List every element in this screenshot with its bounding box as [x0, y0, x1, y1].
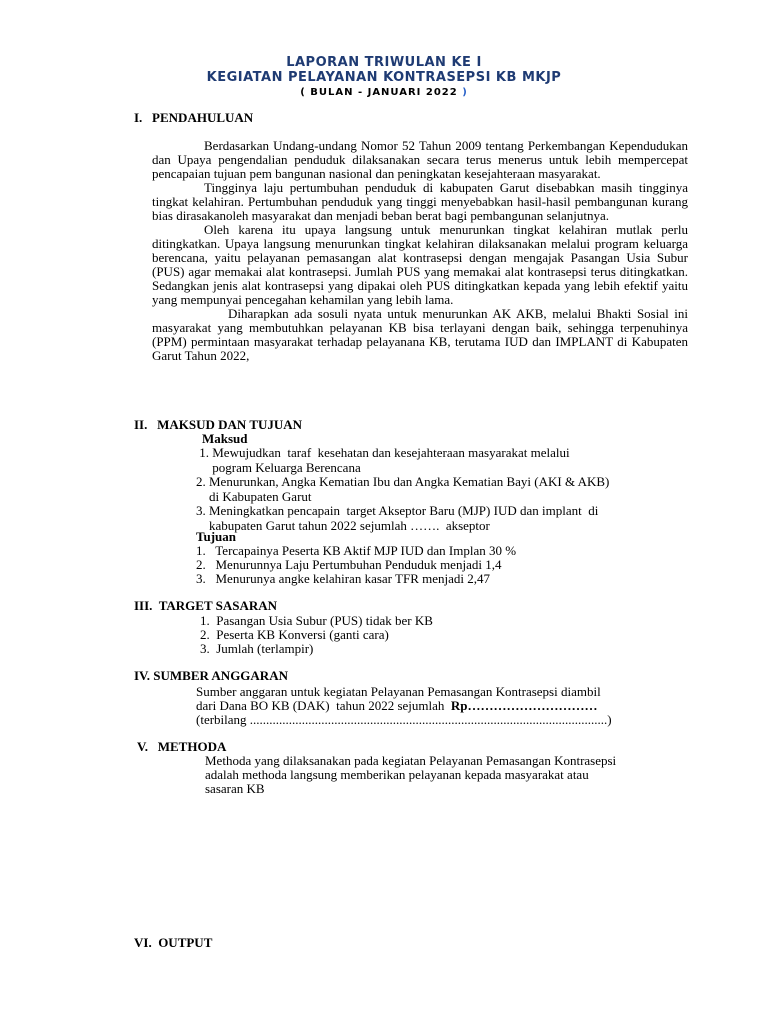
maksud-item: kabupaten Garut tahun 2022 sejumlah ……. akseptor	[196, 517, 490, 533]
budget-line-1: Sumber anggaran untuk kegiatan Pelayanan Pemasangan Kontrasepsi diambil	[196, 684, 601, 699]
method-line: Methoda yang dilaksanakan pada kegiatan Pelayanan Pemasangan Kontrasepsi	[205, 753, 617, 768]
report-period	[0, 86, 768, 100]
paragraph-4: Diharapkan ada sosuli nyata untuk menurunkan AK AKB, melalui Bhakti Sosial ini masyarakat yang membutuhkan pelayanan KB bisa terlayani dengan baik, sehingga terpenuhinya (PPM) permintaan masyarakat terhadap pelayanana KB, terutama IUD dan IMPLANT di Kabupaten Garut Tahun 2022,	[152, 306, 688, 363]
method-line: adalah methoda langsung memberikan pelayanan kepada masyarakat atau	[205, 767, 589, 782]
tujuan-item: 3. Menurunya angke kelahiran kasar TFR menjadi 2,47	[196, 571, 490, 586]
maksud-item: 3. Meningkatkan pencapain target Akseptor Baru (MJP) IUD dan implant di	[196, 503, 599, 518]
section-1-heading: I. PENDAHULUAN	[134, 110, 254, 125]
budget-line-2	[196, 699, 612, 713]
section-6-heading: VI. OUTPUT	[134, 935, 213, 950]
tujuan-label: Tujuan	[196, 529, 236, 544]
target-item: 3. Jumlah (terlampir)	[200, 641, 314, 656]
section-3-heading: III. TARGET SASARAN	[134, 598, 278, 613]
tujuan-item: 2. Menurunnya Laju Pertumbuhan Penduduk menjadi 1,4	[196, 557, 502, 572]
section-4-heading: IV. SUMBER ANGGARAN	[134, 668, 288, 683]
tujuan-list	[196, 544, 516, 586]
budget-line-3: (terbilang ..............................................................................................................)	[196, 712, 612, 727]
section-2-heading: II. MAKSUD DAN TUJUAN	[134, 417, 303, 432]
tujuan-item: 1. Tercapainya Peserta KB Aktif MJP IUD dan Implan 30 %	[196, 543, 517, 558]
target-item: 1. Pasangan Usia Subur (PUS) tidak ber KB	[200, 613, 433, 628]
period-open-paren: (	[300, 87, 311, 98]
paragraph-1: Berdasarkan Undang-undang Nomor 52 Tahun 2009 tentang Perkembangan Kependudukan dan Upaya pengendalian penduduk dilaksanakan secara terus menerus untuk lebih mempercepat pencapaian tujuan pem bangunan nasional dan peningkatan kesejahteraan masyarakat.	[152, 138, 688, 181]
section-1-body	[152, 139, 688, 363]
period-close-paren: )	[462, 87, 468, 98]
method-line: sasaran KB	[205, 781, 265, 796]
target-item: 2. Peserta KB Konversi (ganti cara)	[200, 627, 389, 642]
budget-amount: Rp…………………………	[450, 698, 598, 713]
paragraph-2: Tingginya laju pertumbuhan penduduk di kabupaten Garut disebabkan masih tingginya tingkat kelahiran. Pertumbuhan penduduk yang tinggi menyebabkan hasil-hasil pembangunan kurang bias dirasakanoleh masyarakat dan menjadi beban berat bagi pembangunan selanjutnya.	[152, 180, 688, 223]
target-list	[200, 614, 433, 656]
period-text: BULAN - JANUARI 2022	[310, 87, 463, 98]
maksud-item: 2. Menurunkan, Angka Kematian Ibu dan Angka Kematian Bayi (AKI & AKB)	[196, 474, 610, 489]
maksud-item: di Kabupaten Garut	[196, 488, 312, 504]
maksud-item: 1. Mewujudkan taraf kesehatan dan kesejahteraan masyarakat melalui	[196, 445, 570, 460]
budget-source: dari Dana BO KB (DAK) tahun 2022 sejumlah	[196, 698, 451, 713]
section-5-heading: V. METHODA	[134, 739, 227, 754]
paragraph-3: Oleh karena itu upaya langsung untuk menurunkan tingkat kelahiran mutlak perlu ditingkatkan. Upaya langsung menurunkan tingkat kelahiran dilaksanakan melalui program keluarga berencana, yaitu pelayanan pemasangan alat kontrasepsi dengan mengajak Pasangan Usia Subur (PUS) agar memakai alat kontrasepsi. Jumlah PUS yang memakai alat kontrasepsi terus ditingkatkan. Sedangkan jenis alat kontrasepsi yang dipakai oleh PUS ditingkatkan kepada yang lebih efektif yaitu yang mempunyai pencegahan kehamilan yang lebih lama.	[152, 222, 688, 307]
method-text	[205, 754, 616, 796]
budget-text	[196, 685, 612, 727]
maksud-list	[196, 446, 609, 533]
report-subtitle: KEGIATAN PELAYANAN KONTRASEPSI KB MKJP	[206, 70, 562, 85]
report-title: LAPORAN TRIWULAN KE I	[286, 55, 482, 70]
maksud-label: Maksud	[202, 431, 248, 446]
maksud-item: pogram Keluarga Berencana	[196, 459, 361, 475]
